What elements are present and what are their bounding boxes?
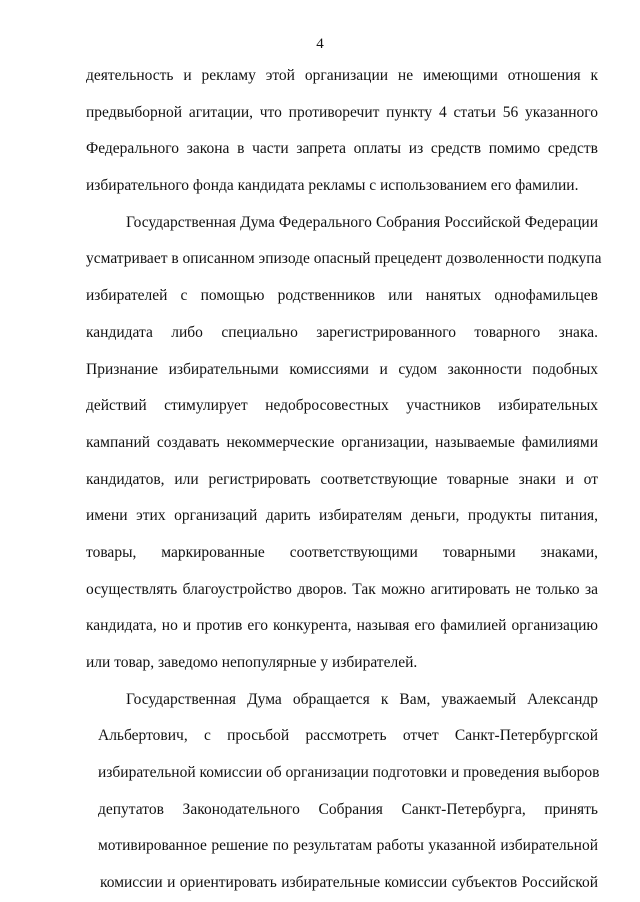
text-line: избирательного фонда кандидата рекламы с использованием его фамилии. [86, 177, 579, 195]
text-line: действий стимулирует недобросовестных участников избирательных [86, 397, 598, 415]
page-number: 4 [316, 36, 324, 52]
text-line: кандидата, но и против его конкурента, называя его фамилией организацию [86, 617, 598, 635]
text-line: комиссии и ориентировать избирательные комиссии субъектов Российской [100, 874, 598, 892]
text-line: избирательной комиссии об организации подготовки и проведения выборов [98, 764, 600, 782]
text-line: Альбертович, с просьбой рассмотреть отчет Санкт-Петербургской [98, 727, 598, 745]
text-line: избирателей с помощью родственников или нанятых однофамильцев [86, 287, 598, 305]
text-line: депутатов Законодательного Собрания Санкт-Петербурга, принять [98, 800, 598, 818]
text-line: предвыборной агитации, что противоречит пункту 4 статьи 56 указанного [86, 103, 598, 121]
text-line: усматривает в описанном эпизоде опасный прецедент дозволенности подкупа [86, 250, 602, 268]
text-line: кампаний создавать некоммерческие организации, называемые фамилиями [86, 433, 598, 451]
text-line: кандидата либо специально зарегистрированного товарного знака. [86, 323, 598, 341]
paragraph-3 [86, 682, 598, 902]
text-line: Федерального закона в части запрета оплаты из средств помимо средств [86, 140, 598, 158]
text-line: кандидатов, или регистрировать соответствующие товарные знаки и от [86, 470, 598, 488]
text-line: деятельность и рекламу этой организации не имеющими отношения к [86, 67, 598, 84]
document-body [86, 58, 602, 902]
text-line: товары, маркированные соответствующими товарными знаками, [86, 543, 598, 561]
text-line: мотивированное решение по результатам работы указанной избирательной [98, 837, 598, 855]
text-line: имени этих организаций дарить избирателям деньги, продукты питания, [86, 507, 598, 525]
paragraph-2 [86, 205, 602, 682]
text-line: или товар, заведомо непопулярные у избирателей. [86, 654, 418, 671]
paragraph-1 [86, 58, 598, 205]
text-line: Государственная Дума обращается к Вам, уважаемый Александр [126, 690, 598, 708]
text-line: Государственная Дума Федерального Собрания Российской Федерации [126, 213, 598, 231]
text-line: Признание избирательными комиссиями и судом законности подобных [86, 360, 598, 378]
text-line: осуществлять благоустройство дворов. Так можно агитировать не только за [86, 580, 598, 598]
